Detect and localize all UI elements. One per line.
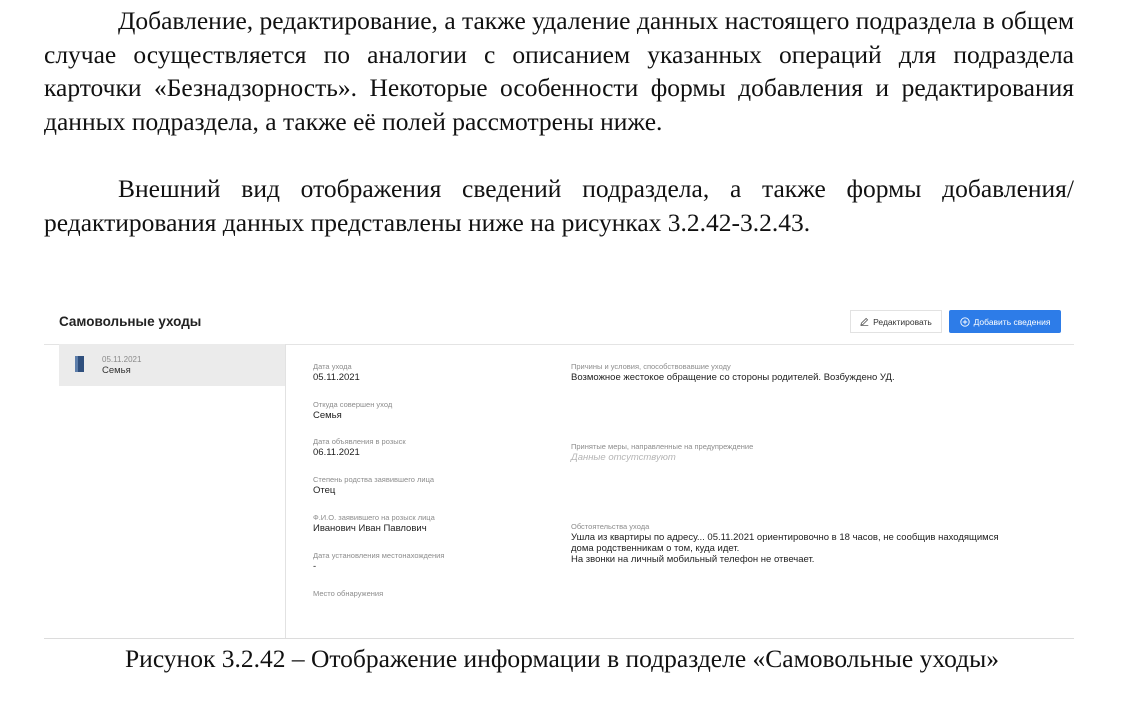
field-value: - <box>313 561 317 572</box>
field-circumstances <box>571 522 999 565</box>
field-applicant-name <box>313 513 435 534</box>
field-label: Ф.И.О. заявившего на розыск лица <box>313 513 435 522</box>
field-location-date <box>313 551 444 572</box>
field-label: Степень родства заявившего лица <box>313 475 435 484</box>
field-value-line: Ушла из квартиры по адресу... 05.11.2021 ориентировочно в 18 часов, не сообщив находящимся <box>571 532 999 543</box>
field-label: Дата ухода <box>313 362 352 371</box>
record-date: 05.11.2021 <box>102 355 142 364</box>
records-sidebar <box>44 344 286 638</box>
field-value: Отец <box>313 485 336 496</box>
add-info-button[interactable] <box>949 310 1061 333</box>
field-relation-degree <box>313 475 434 496</box>
field-value: 05.11.2021 <box>313 372 360 383</box>
sidebar-item-record[interactable] <box>59 344 285 386</box>
field-value-line: На звонки на личный мобильный телефон не отвечает. <box>571 554 815 565</box>
document-icon <box>74 355 85 373</box>
field-found-place <box>313 589 383 599</box>
intro-paragraph: Добавление, редактирование, а также удаление данных настоящего подраздела в общем случае осуществляется по аналогии с описанием указанных операций для подраздела карточки «Безнадзорность». Некоторые особенности формы добавления и редактирования данных подраздела, а также её полей рассмотрены ниже. <box>44 6 1074 136</box>
record-label: Семья <box>102 365 131 376</box>
field-search-date <box>313 437 406 458</box>
field-leave-date <box>313 362 360 383</box>
add-info-button-label: Добавить сведения <box>973 316 1051 327</box>
field-value-line: дома родственникам о том, куда идет. <box>571 543 740 554</box>
field-label: Причины и условия, способствовавшие уходу <box>571 362 731 371</box>
field-label: Дата установления местонахождения <box>313 551 445 560</box>
section-title: Самовольные уходы <box>59 314 202 329</box>
edit-button[interactable] <box>850 310 942 333</box>
field-label: Место обнаружения <box>313 589 384 598</box>
field-value: Семья <box>313 410 342 421</box>
field-leave-origin <box>313 400 392 421</box>
section-header <box>44 298 1074 345</box>
figure-caption: Рисунок 3.2.42 – Отображение информации в подразделе «Самовольные уходы» <box>124 644 999 673</box>
field-label: Принятые меры, направленные на предупреждение <box>571 442 754 451</box>
field-value: 06.11.2021 <box>313 447 360 458</box>
pencil-icon <box>860 317 869 326</box>
field-label: Откуда совершен уход <box>313 400 393 409</box>
field-value: Иванович Иван Павлович <box>313 523 427 534</box>
edit-button-label: Редактировать <box>873 316 932 327</box>
field-label: Дата объявления в розыск <box>313 437 406 446</box>
field-value-empty: Данные отсутствуют <box>571 452 676 463</box>
field-value: Возможное жестокое обращение со стороны родителей. Возбуждено УД. <box>571 372 895 383</box>
plus-circle-icon <box>960 317 970 327</box>
field-measures <box>571 442 753 463</box>
field-label: Обстоятельства ухода <box>571 522 650 531</box>
figure-reference-paragraph: Внешний вид отображения сведений подраздела, а также формы добавления/редактирования данных представлены ниже на рисунках 3.2.42-3.2.43. <box>44 174 1074 237</box>
field-reasons <box>571 362 895 383</box>
figure-screenshot <box>44 298 1074 639</box>
